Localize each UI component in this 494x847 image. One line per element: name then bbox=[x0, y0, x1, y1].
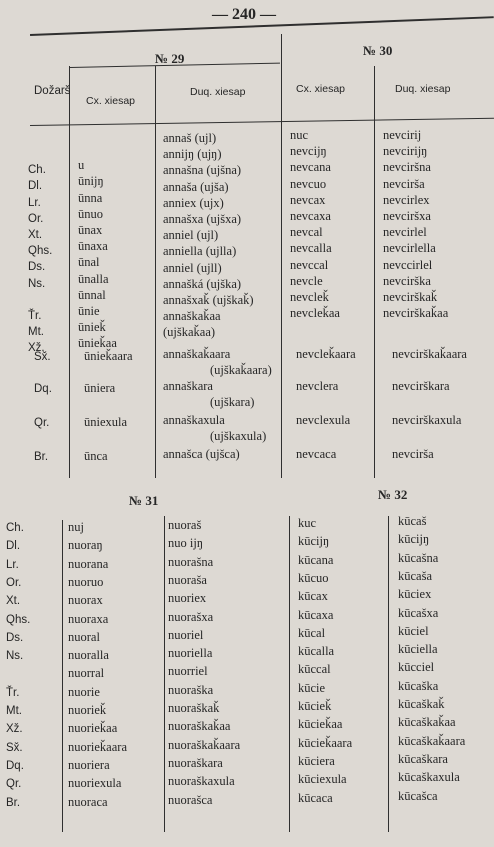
col-divider-4 bbox=[374, 66, 375, 478]
t30-singular-cell: nevcana bbox=[290, 160, 331, 175]
row-case-label: Xž. bbox=[28, 342, 45, 355]
row-case-label: Sx̌. bbox=[34, 351, 51, 363]
page-number: — 240 — bbox=[212, 6, 276, 23]
t32-dual-cell: kūcciel bbox=[398, 660, 435, 675]
t30-dual-cell: nevcirška bbox=[383, 273, 431, 288]
t29-singular-cell: ūnieǩaa bbox=[78, 336, 117, 351]
t29-singular-header: Cx. xiesap bbox=[86, 95, 136, 107]
t29-singular-cell: ūnal bbox=[78, 255, 100, 270]
t30-dual-cell: nevcirlella bbox=[383, 241, 436, 256]
t32-singular-cell: kūcal bbox=[298, 625, 326, 640]
t31-singular-cell: nuj bbox=[68, 520, 84, 534]
t29-singular-cell: ūnieǩ bbox=[78, 320, 106, 335]
t29-singular-cell: ūnijŋ bbox=[78, 174, 104, 189]
t30-singular-cell: nevcleǩ bbox=[290, 290, 329, 304]
t30-dual-cell: nevciršna bbox=[383, 160, 431, 175]
t32-singular-cell: kūcieǩ bbox=[298, 699, 332, 713]
t31-dual-cell: nuoriex bbox=[168, 591, 207, 606]
t31-dual-cell: nuoriella bbox=[168, 646, 213, 661]
t29-singular-cell: ūnie bbox=[78, 304, 100, 318]
t29-singular-cell: ūnna bbox=[78, 190, 103, 205]
t30-singular-cell: nuc bbox=[290, 128, 309, 142]
t32-dual-cell: kūcaškaǩaara bbox=[398, 733, 466, 748]
row-case-label: Ťr. bbox=[6, 686, 20, 699]
t30-dual-cell: nevcirškaǩaa bbox=[383, 306, 449, 321]
t31-singular-cell: nuoriexula bbox=[68, 776, 122, 791]
t32-dual-cell: kūcijŋ bbox=[398, 532, 430, 547]
table-30-title: № 30 bbox=[363, 43, 393, 58]
t32-dual-cell: kūciel bbox=[398, 623, 429, 638]
t29-dual-continuation-cell: (ujškaǩaara) bbox=[210, 363, 272, 377]
t30-dual-header: Duq. xiesap bbox=[395, 83, 451, 95]
t31-dual-cell: nuo ijŋ bbox=[168, 536, 204, 551]
t31-singular-cell: nuoraŋ bbox=[68, 538, 103, 553]
t32-singular-cell: kūcie bbox=[298, 680, 326, 695]
t29-dual-cell: annašká (ujška) bbox=[163, 276, 242, 291]
t31-dual-cell: nuorašna bbox=[168, 554, 214, 569]
t30-dual-cell: nevcirša bbox=[383, 176, 425, 191]
t30-dual-cell: nevcirij bbox=[383, 128, 422, 142]
row-case-label: Lr. bbox=[28, 196, 41, 209]
t31-dual-cell: nuoraška bbox=[168, 682, 214, 697]
row-case-label: Xt. bbox=[28, 229, 43, 241]
t31-singular-cell: nuorieǩaa bbox=[68, 721, 118, 736]
t30-dual-cell: nevccirlel bbox=[383, 257, 433, 272]
t29-dual-cell: annašxa (ujšxa) bbox=[163, 212, 242, 226]
t29-dual-cell: annaškara bbox=[163, 379, 213, 393]
row-case-label: Lr. bbox=[6, 558, 19, 571]
row-case-label: Dl. bbox=[28, 180, 43, 193]
t29-dual-cell: annaš (ujl) bbox=[163, 131, 217, 145]
row-case-label: Mt. bbox=[28, 326, 44, 339]
row-case-label: Dq. bbox=[6, 759, 24, 772]
t31-singular-cell: nuoriera bbox=[68, 757, 110, 772]
header-bottom-rule bbox=[30, 118, 494, 126]
row-case-label: Ns. bbox=[28, 277, 46, 290]
t29-dual-continuation-cell: (ujškara) bbox=[210, 395, 255, 409]
col-divider-2 bbox=[155, 66, 156, 478]
t32-singular-cell: kūciexula bbox=[298, 772, 347, 787]
row-case-label: Mt. bbox=[6, 705, 22, 717]
t30-singular-cell: nevcaxa bbox=[290, 209, 331, 223]
row-case-label: Ds. bbox=[28, 261, 46, 274]
t29-singular-cell: ūnnal bbox=[78, 287, 106, 302]
row-case-label: Ns. bbox=[6, 650, 24, 663]
t32-singular-cell: kūcieǩaa bbox=[298, 717, 343, 732]
lower-col-divider-3 bbox=[289, 516, 290, 832]
t30-dual-cell: nevcirškaǩ bbox=[383, 290, 438, 304]
t31-dual-cell: nuoraša bbox=[168, 572, 207, 587]
t30-dual-cell: nevcirškaǩaara bbox=[392, 347, 467, 361]
t29-singular-cell: ūnieǩaara bbox=[84, 349, 133, 363]
t32-singular-cell: kūcax bbox=[298, 589, 328, 604]
t29-singular-cell: ūnalla bbox=[78, 271, 109, 286]
row-case-label: Xt. bbox=[6, 595, 21, 608]
t29-dual-cell: anniel (ujl) bbox=[163, 228, 219, 243]
row-case-label: Dq. bbox=[34, 383, 52, 395]
t31-singular-cell: nuorral bbox=[68, 666, 105, 681]
t30-dual-cell: nevcirijŋ bbox=[383, 144, 428, 159]
t30-dual-cell: nevcirlel bbox=[383, 225, 427, 240]
t29-dual-cell: anniex (ujx) bbox=[163, 195, 224, 210]
t31-singular-cell: nuorana bbox=[68, 556, 109, 571]
t30-dual-cell: nevcirša bbox=[392, 447, 434, 461]
t32-singular-cell: kūcaxa bbox=[298, 607, 334, 622]
table-32-title: № 32 bbox=[378, 487, 408, 502]
t32-dual-cell: kūciex bbox=[398, 587, 432, 602]
lower-col-divider-4 bbox=[388, 516, 389, 832]
t29-singular-cell: u bbox=[78, 158, 85, 173]
t31-dual-cell: nuorriel bbox=[168, 664, 208, 679]
table-31-title: № 31 bbox=[129, 493, 159, 508]
row-case-label: Dl. bbox=[6, 540, 21, 553]
t29-dual-cell: anniel (ujll) bbox=[163, 260, 222, 275]
row-case-label: Br. bbox=[34, 451, 49, 463]
table-29-title: № 29 bbox=[155, 51, 185, 66]
t29-singular-cell: ūnax bbox=[78, 223, 103, 237]
t29-singular-cell: ūnca bbox=[84, 449, 108, 463]
t31-dual-cell: nuorašxa bbox=[168, 609, 214, 624]
t32-singular-cell: kūciera bbox=[298, 753, 335, 768]
t29-dual-cell: annaškaxula bbox=[163, 413, 225, 427]
t31-singular-cell: nuoraxa bbox=[68, 611, 109, 626]
row-case-label: Br. bbox=[6, 796, 21, 809]
t30-dual-cell: nevcirlex bbox=[383, 192, 430, 207]
t31-dual-cell: nuoraškaxula bbox=[168, 774, 235, 789]
row-case-label: Ch. bbox=[6, 522, 24, 534]
t30-dual-cell: nevciršxa bbox=[383, 209, 431, 223]
t30-singular-cell: nevcleǩaara bbox=[296, 347, 356, 361]
t29-dual-continuation-cell: (ujškaxula) bbox=[210, 429, 267, 443]
t30-singular-cell: nevcax bbox=[290, 192, 326, 207]
t32-dual-cell: kūcaš bbox=[398, 514, 427, 528]
t29-singular-cell: ūnuo bbox=[78, 206, 103, 221]
t30-singular-cell: nevcleǩaa bbox=[290, 306, 340, 321]
t31-dual-cell: nuoriel bbox=[168, 627, 204, 642]
t32-dual-cell: kūcaška bbox=[398, 678, 439, 693]
t29-dual-cell: annašna (ujšna) bbox=[163, 163, 242, 178]
t32-singular-cell: kūcana bbox=[298, 552, 334, 567]
row-case-label: Ťr. bbox=[28, 310, 42, 322]
row-case-label: Or. bbox=[28, 212, 44, 225]
row-case-label: Ds. bbox=[6, 631, 24, 644]
t32-singular-cell: kūcaca bbox=[298, 790, 333, 805]
t32-dual-cell: kūcaškaxula bbox=[398, 770, 460, 785]
t31-dual-cell: nuoraškaǩ bbox=[168, 701, 220, 715]
t29-dual-cell: annaškaǩaa bbox=[163, 309, 221, 324]
t32-dual-cell: kūcašca bbox=[398, 788, 438, 803]
t29-dual-header: Duq. xiesap bbox=[190, 86, 246, 98]
t32-singular-cell: kūcalla bbox=[298, 644, 335, 659]
t32-dual-cell: kūcaša bbox=[398, 568, 433, 583]
t30-singular-cell: nevcalla bbox=[290, 241, 332, 256]
row-case-label: Xž. bbox=[6, 723, 23, 736]
row-case-label: Qr. bbox=[34, 417, 50, 429]
row-case-label: Qhs. bbox=[6, 613, 31, 626]
case-column-header: Dožarš bbox=[34, 85, 71, 97]
t31-singular-cell: nuorie bbox=[68, 684, 100, 699]
t29-dual-cell: annijŋ (ujŋ) bbox=[163, 147, 222, 162]
t30-singular-cell: nevclera bbox=[296, 379, 339, 393]
t30-singular-cell: nevcle bbox=[290, 273, 323, 288]
t31-dual-cell: nuoraškaǩaara bbox=[168, 737, 241, 752]
t30-dual-cell: nevcirškaxula bbox=[392, 413, 462, 427]
t32-dual-cell: kūcaškaǩaa bbox=[398, 715, 456, 730]
t32-singular-cell: kūcieǩaara bbox=[298, 735, 353, 750]
t32-singular-cell: kūcuo bbox=[298, 570, 329, 585]
t32-dual-cell: kūcašxa bbox=[398, 605, 439, 620]
t32-singular-cell: kuc bbox=[298, 516, 317, 530]
t30-singular-header: Cx. xiesap bbox=[296, 83, 346, 95]
row-case-label: Qhs. bbox=[28, 245, 53, 258]
row-case-label: Or. bbox=[6, 576, 22, 589]
t30-singular-cell: nevclexula bbox=[296, 413, 351, 427]
row-case-label: Qr. bbox=[6, 778, 22, 791]
t31-singular-cell: nuorax bbox=[68, 593, 103, 608]
t31-singular-cell: nuoralla bbox=[68, 648, 109, 663]
t32-dual-cell: kūcaškara bbox=[398, 751, 448, 766]
t32-dual-cell: kūciella bbox=[398, 642, 438, 657]
t30-singular-cell: nevcijŋ bbox=[290, 144, 327, 159]
t29-singular-cell: ūniexula bbox=[84, 415, 128, 429]
t30-singular-cell: nevcaca bbox=[296, 447, 337, 461]
t30-singular-cell: nevcuo bbox=[290, 176, 327, 191]
t29-dual-cell: annaša (ujša) bbox=[163, 179, 229, 194]
lower-col-divider-2 bbox=[164, 516, 165, 832]
t29-dual-cell: annašca (ujšca) bbox=[163, 447, 240, 461]
row-case-label: Ch. bbox=[28, 164, 46, 177]
t30-dual-cell: nevcirškara bbox=[392, 379, 450, 393]
t31-singular-cell: nuoraca bbox=[68, 794, 108, 809]
t30-singular-cell: nevccal bbox=[290, 257, 329, 272]
t32-dual-cell: kūcaškaǩ bbox=[398, 697, 445, 711]
t31-singular-cell: nuoral bbox=[68, 629, 100, 644]
t31-singular-cell: nuorieǩaara bbox=[68, 739, 127, 754]
t29-singular-cell: ūniera bbox=[84, 381, 116, 395]
t31-singular-cell: nuoruo bbox=[68, 574, 104, 589]
t30-singular-cell: nevcal bbox=[290, 225, 323, 240]
row-case-label: Sx̌. bbox=[6, 741, 23, 754]
t31-dual-cell: nuoraškaǩaa bbox=[168, 719, 231, 734]
t32-singular-cell: kūccal bbox=[298, 662, 331, 677]
t32-dual-cell: kūcašna bbox=[398, 550, 439, 565]
t32-singular-cell: kūcijŋ bbox=[298, 534, 330, 549]
t31-dual-cell: nuoraš bbox=[168, 518, 202, 532]
lower-col-divider-1 bbox=[62, 520, 63, 832]
t29-singular-cell: ūnaxa bbox=[78, 239, 108, 254]
t31-dual-cell: nuoraškara bbox=[168, 755, 223, 770]
t29-dual-cell: (ujškaǩaa) bbox=[163, 325, 216, 340]
t31-singular-cell: nuorieǩ bbox=[68, 703, 107, 717]
t29-dual-cell: annašxaǩ (ujškaǩ) bbox=[163, 293, 254, 307]
t31-dual-cell: nuorašca bbox=[168, 792, 213, 807]
t29-dual-cell: anniella (ujlla) bbox=[163, 244, 237, 259]
t29-dual-cell: annaškaǩaara bbox=[163, 347, 231, 361]
col-divider-3 bbox=[281, 34, 282, 478]
col-divider-1 bbox=[69, 66, 70, 478]
